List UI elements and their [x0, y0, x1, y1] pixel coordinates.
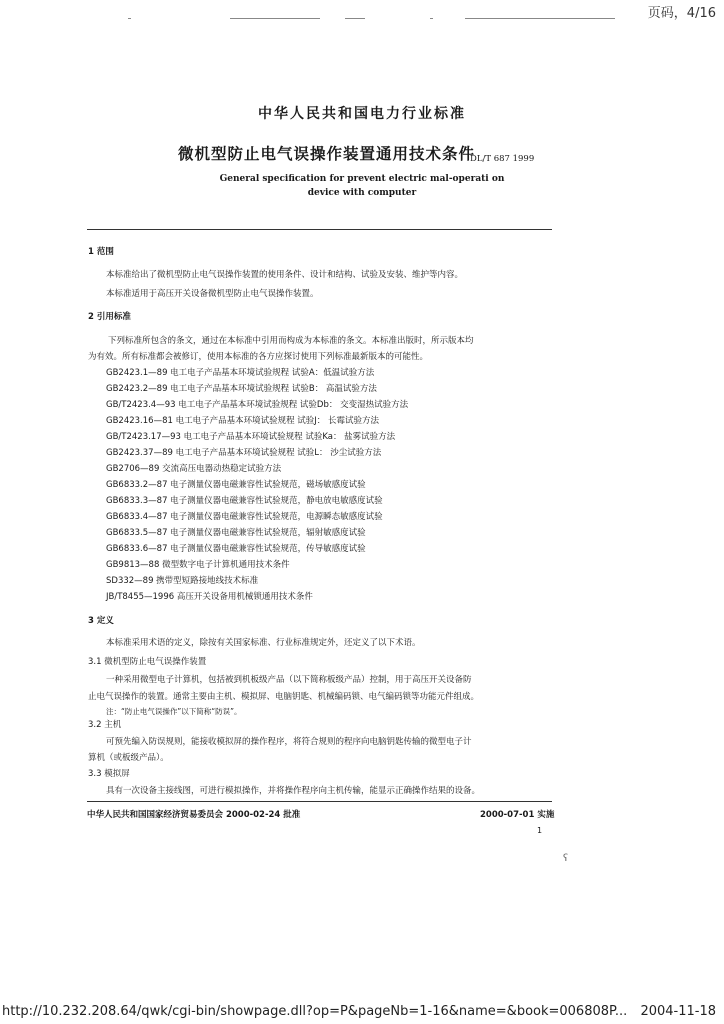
english-title-line1: General specification for prevent electric mal-operati on [219, 174, 505, 184]
page-number: 1 [537, 826, 543, 835]
ref-gb6833-2: GB6833.2—87 电子测量仪器电磁兼容性试验规范，磁场敏感度试验 [106, 480, 366, 490]
ref-gb2706: GB2706—89 交流高压电器动热稳定试验方法 [106, 464, 282, 474]
scan-marks [120, 14, 700, 22]
def3-heading: 3.3 模拟屏 [88, 769, 130, 779]
section2-heading: 2 引用标准 [88, 312, 131, 322]
approval-line: 中华人民共和国国家经济贸易委员会 2000-02-24 批准 [87, 810, 301, 820]
ref-gb6833-4: GB6833.4—87 电子测量仪器电磁兼容性试验规范，电源瞬态敏感度试验 [106, 512, 383, 522]
section1-line2: 本标准适用于高压开关设备微机型防止电气误操作装置。 [106, 289, 319, 299]
ref-gb6833-6: GB6833.6—87 电子测量仪器电磁兼容性试验规范，传导敏感度试验 [106, 544, 366, 554]
section3-intro: 本标准采用术语的定义，除按有关国家标准、行业标准规定外，还定义了以下术语。 [106, 638, 421, 648]
ref-gb9813: GB9813—88 微型数字电子计算机通用技术条件 [106, 560, 290, 570]
section2-intro-line2: 为有效。所有标准都会被修订，使用本标准的各方应探讨使用下列标准最新版本的可能性。 [88, 352, 429, 362]
ref-gbt2423-17: GB/T2423.17—93 电工电子产品基本环境试验规程 试验Ka： 盐雾试验方法 [106, 432, 396, 442]
scan-speck: ʕ [563, 853, 569, 864]
status-date: 2004-11-18 [640, 1004, 716, 1019]
ref-gb2423-1: GB2423.1—89 电工电子产品基本环境试验规程 试验A：低温试验方法 [106, 368, 375, 378]
footer-divider [87, 801, 552, 802]
ref-gb2423-37: GB2423.37—89 电工电子产品基本环境试验规程 试验L： 沙尘试验方法 [106, 448, 382, 458]
doc-code: DL/T 687 1999 [470, 154, 535, 164]
page-counter: 页码，4/16 [647, 6, 716, 21]
def1-line2: 止电气误操作的装置。通常主要由主机、模拟屏、电脑钥匙、机械编码锁、电气编码锁等功能元件组成。 [88, 692, 480, 702]
ref-gb6833-3: GB6833.3—87 电子测量仪器电磁兼容性试验规范，静电放电敏感度试验 [106, 496, 383, 506]
section1-line1: 本标准给出了微机型防止电气误操作装置的使用条件、设计和结构、试验及安装、维护等内容。 [106, 270, 464, 280]
section1-heading: 1 范围 [88, 247, 114, 257]
ref-gb2423-2: GB2423.2—89 电工电子产品基本环境试验规程 试验B： 高温试验方法 [106, 384, 377, 394]
def1-line1: 一种采用微型电子计算机，包括被到机板级产品（以下简称板级产品）控制，用于高压开关设备防 [106, 675, 472, 685]
org-title: 中华人民共和国电力行业标准 [258, 106, 466, 122]
def3-line1: 具有一次设备主接线图，可进行模拟操作，并将操作程序向主机传输，能显示正确操作结果的设备。 [106, 786, 481, 796]
def1-note: 注：“防止电气误操作”以下简称“防误”。 [106, 707, 242, 716]
section2-intro-line1: 下列标准所包含的条文，通过在本标准中引用而构成为本标准的条文。本标准出版时，所示版本均 [108, 336, 474, 346]
ref-sd332: SD332—89 携带型短路接地线技术标准 [106, 576, 259, 586]
def2-line1: 可预先编入防误规则，能接收模拟屏的操作程序，将符合规则的程序向电脑钥匙传输的微型电子计 [106, 737, 472, 747]
ref-gbt2423-4: GB/T2423.4—93 电工电子产品基本环境试验规程 试验Db： 交变湿热试验方法 [106, 400, 409, 410]
status-url: http://10.232.208.64/qwk/cgi-bin/showpage.dll?op=P&pageNb=1-16&name=&book=006808P... [2, 1004, 628, 1019]
ref-jbt8455: JB/T8455—1996 高压开关设备用机械锁通用技术条件 [106, 592, 313, 602]
ref-gb2423-16: GB2423.16—81 电工电子产品基本环境试验规程 试验J： 长霉试验方法 [106, 416, 379, 426]
doc-title: 微机型防止电气误操作装置通用技术条件 [178, 145, 476, 163]
def1-heading: 3.1 微机型防止电气误操作装置 [88, 657, 207, 667]
ref-gb6833-5: GB6833.5—87 电子测量仪器电磁兼容性试验规范，辐射敏感度试验 [106, 528, 366, 538]
def2-line2: 算机（或板级产品）。 [88, 753, 169, 763]
english-title [0, 172, 724, 200]
implementation-date: 2000-07-01 实施 [480, 810, 555, 820]
header-divider [87, 229, 552, 230]
english-title-line2: device with computer [307, 188, 417, 198]
def2-heading: 3.2 主机 [88, 720, 122, 730]
section3-heading: 3 定义 [88, 616, 114, 626]
